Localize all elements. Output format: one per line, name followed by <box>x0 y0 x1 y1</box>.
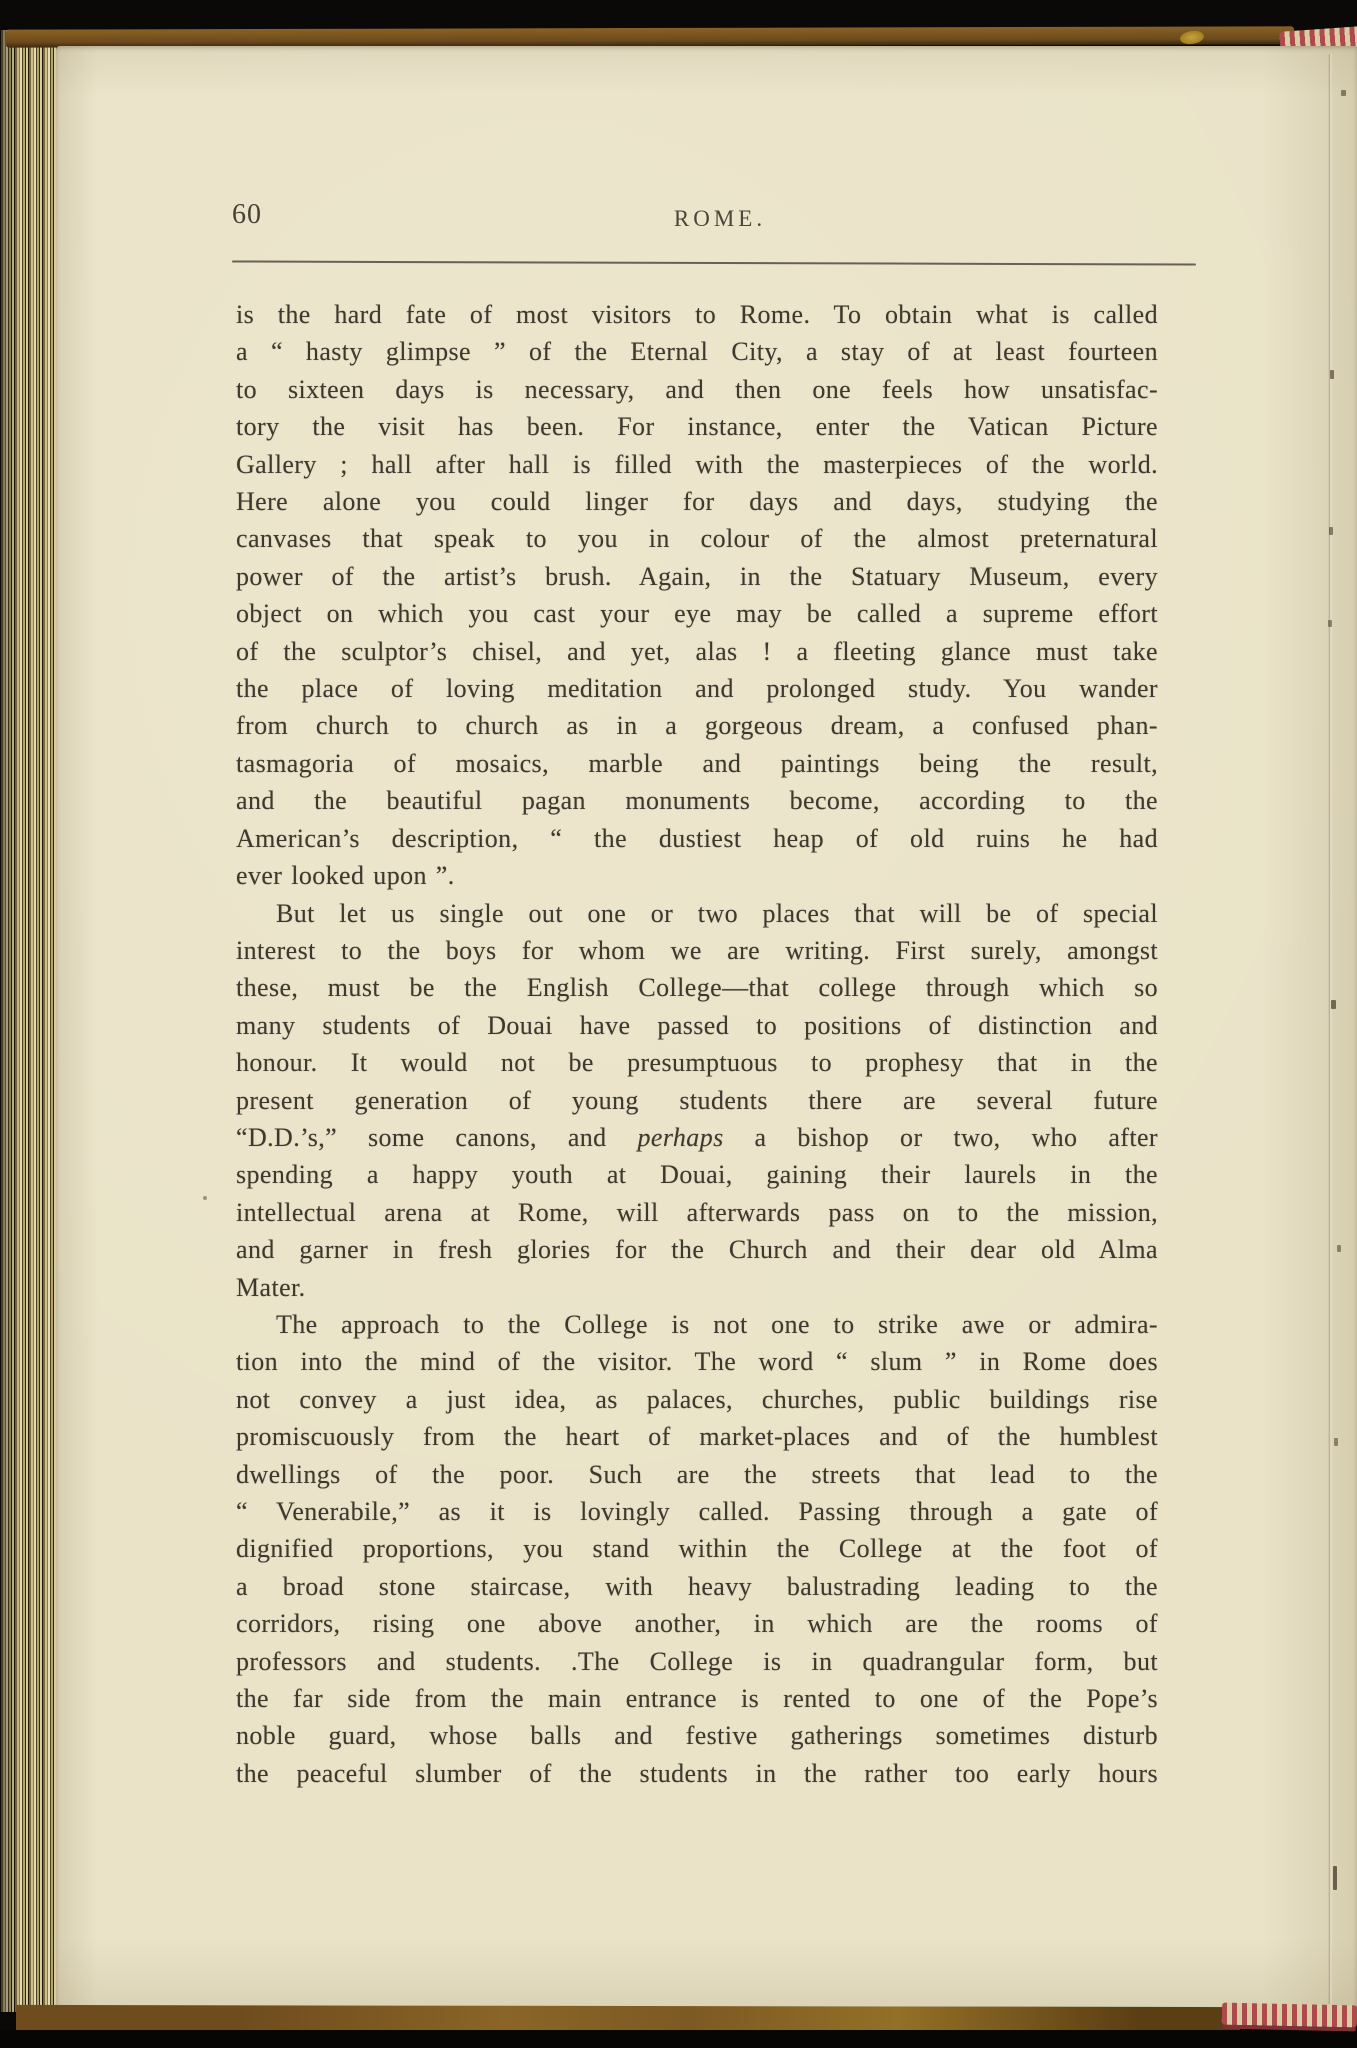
text-line: tory the visit has been. For instance, enter the Vatican Picture <box>236 412 1158 442</box>
page-speck <box>1328 620 1332 627</box>
page-speck <box>1331 1000 1336 1009</box>
text-line: the far side from the main entrance is rented to one of the Pope’s <box>236 1684 1158 1714</box>
page-number: 60 <box>232 199 262 230</box>
text-line: honour. It would not be presumptuous to prophesy that in the <box>236 1048 1158 1078</box>
text-line: corridors, rising one above another, in which are the rooms of <box>236 1609 1158 1639</box>
page-stack-fore-edge <box>0 30 58 2012</box>
backdrop-bottom <box>0 2030 1357 2048</box>
text-line: and the beautiful pagan monuments become, according to the <box>236 786 1158 816</box>
text-line: of the sculptor’s chisel, and yet, alas ! a fleeting glance must take <box>236 636 1158 666</box>
text-line: present generation of young students there are several future <box>236 1085 1158 1115</box>
text-line: interest to the boys for whom we are writing. First surely, amongst <box>236 935 1158 965</box>
text-line: dignified proportions, you stand within the College at the foot of <box>236 1534 1158 1564</box>
text-line: professors and students. .The College is in quadrangular form, but <box>236 1646 1158 1676</box>
text-line: “D.D.’s,” some canons, and perhaps a bishop or two, who after <box>236 1122 1158 1152</box>
text-line: intellectual arena at Rome, will afterwards pass on to the mission, <box>236 1197 1158 1227</box>
text-line: canvases that speak to you in colour of the almost preternatural <box>236 524 1158 554</box>
text-line: the place of loving meditation and prolonged study. You wander <box>236 674 1158 704</box>
text-line: The approach to the College is not one to strike awe or admira- <box>276 1309 1158 1339</box>
text-line: noble guard, whose balls and festive gatherings sometimes disturb <box>236 1721 1158 1751</box>
text-line: is the hard fate of most visitors to Rome. To obtain what is called <box>236 300 1158 329</box>
text-line: promiscuously from the heart of market-places and of the humblest <box>236 1422 1158 1452</box>
headband-bottom <box>1222 2003 1357 2028</box>
text-line: a “ hasty glimpse ” of the Eternal City, a stay of at least fourteen <box>236 337 1158 367</box>
text-block <box>236 296 1158 1792</box>
page-speck <box>1337 1245 1341 1252</box>
text-line: spending a happy youth at Douai, gaining their laurels in the <box>236 1160 1158 1190</box>
text-line: “ Venerabile,” as it is lovingly called. Passing through a gate of <box>236 1497 1158 1526</box>
header-rule <box>232 260 1196 265</box>
page-speck <box>1329 527 1333 535</box>
text-line: and garner in fresh glories for the Church and their dear old Alma <box>236 1235 1158 1265</box>
page-speck <box>203 1196 207 1200</box>
text-line: many students of Douai have passed to positions of distinction and <box>236 1010 1158 1040</box>
gutter-crease <box>1328 54 1332 2004</box>
text-line: tion into the mind of the visitor. The word “ slum ” in Rome does <box>236 1347 1158 1377</box>
text-line: Mater. <box>236 1272 306 1302</box>
text-line: to sixteen days is necessary, and then one feels how unsatisfac- <box>236 374 1158 404</box>
paragraph <box>236 296 1158 895</box>
text-line: dwellings of the poor. Such are the streets that lead to the <box>236 1459 1158 1489</box>
text-line: power of the artist’s brush. Again, in the Statuary Museum, every <box>236 561 1158 591</box>
text-line: from church to church as in a gorgeous dream, a confused phan- <box>236 711 1158 741</box>
paragraph <box>236 895 1158 1306</box>
text-line: ever looked upon ”. <box>236 861 455 891</box>
text-line: Here alone you could linger for days and days, studying the <box>236 487 1158 517</box>
text-line: a broad stone staircase, with heavy balustrading leading to the <box>236 1571 1158 1601</box>
book-cover-edge-top <box>6 26 1294 47</box>
text-line: not convey a just idea, as palaces, churches, public buildings rise <box>236 1384 1158 1414</box>
page-speck <box>1330 370 1334 379</box>
page-speck <box>1334 1438 1338 1446</box>
book-page <box>56 46 1357 2008</box>
book-cover-edge-bottom <box>16 2005 1240 2033</box>
paragraph <box>236 1306 1158 1792</box>
text-line: But let us single out one or two places that will be of special <box>276 898 1158 928</box>
page-speck <box>1341 90 1346 96</box>
text-line: tasmagoria of mosaics, marble and paintings being the result, <box>236 748 1158 778</box>
text-line: object on which you cast your eye may be called a supreme effort <box>236 599 1158 629</box>
text-line: the peaceful slumber of the students in the rather too early hours <box>236 1758 1158 1788</box>
page-speck <box>1333 1866 1337 1890</box>
running-header: ROME. <box>673 206 767 231</box>
text-line: these, must be the English College—that college through which so <box>236 973 1158 1003</box>
text-line: American’s description, “ the dustiest heap of old ruins he had <box>236 823 1158 853</box>
text-line: Gallery ; hall after hall is filled with the masterpieces of the world. <box>236 449 1158 479</box>
